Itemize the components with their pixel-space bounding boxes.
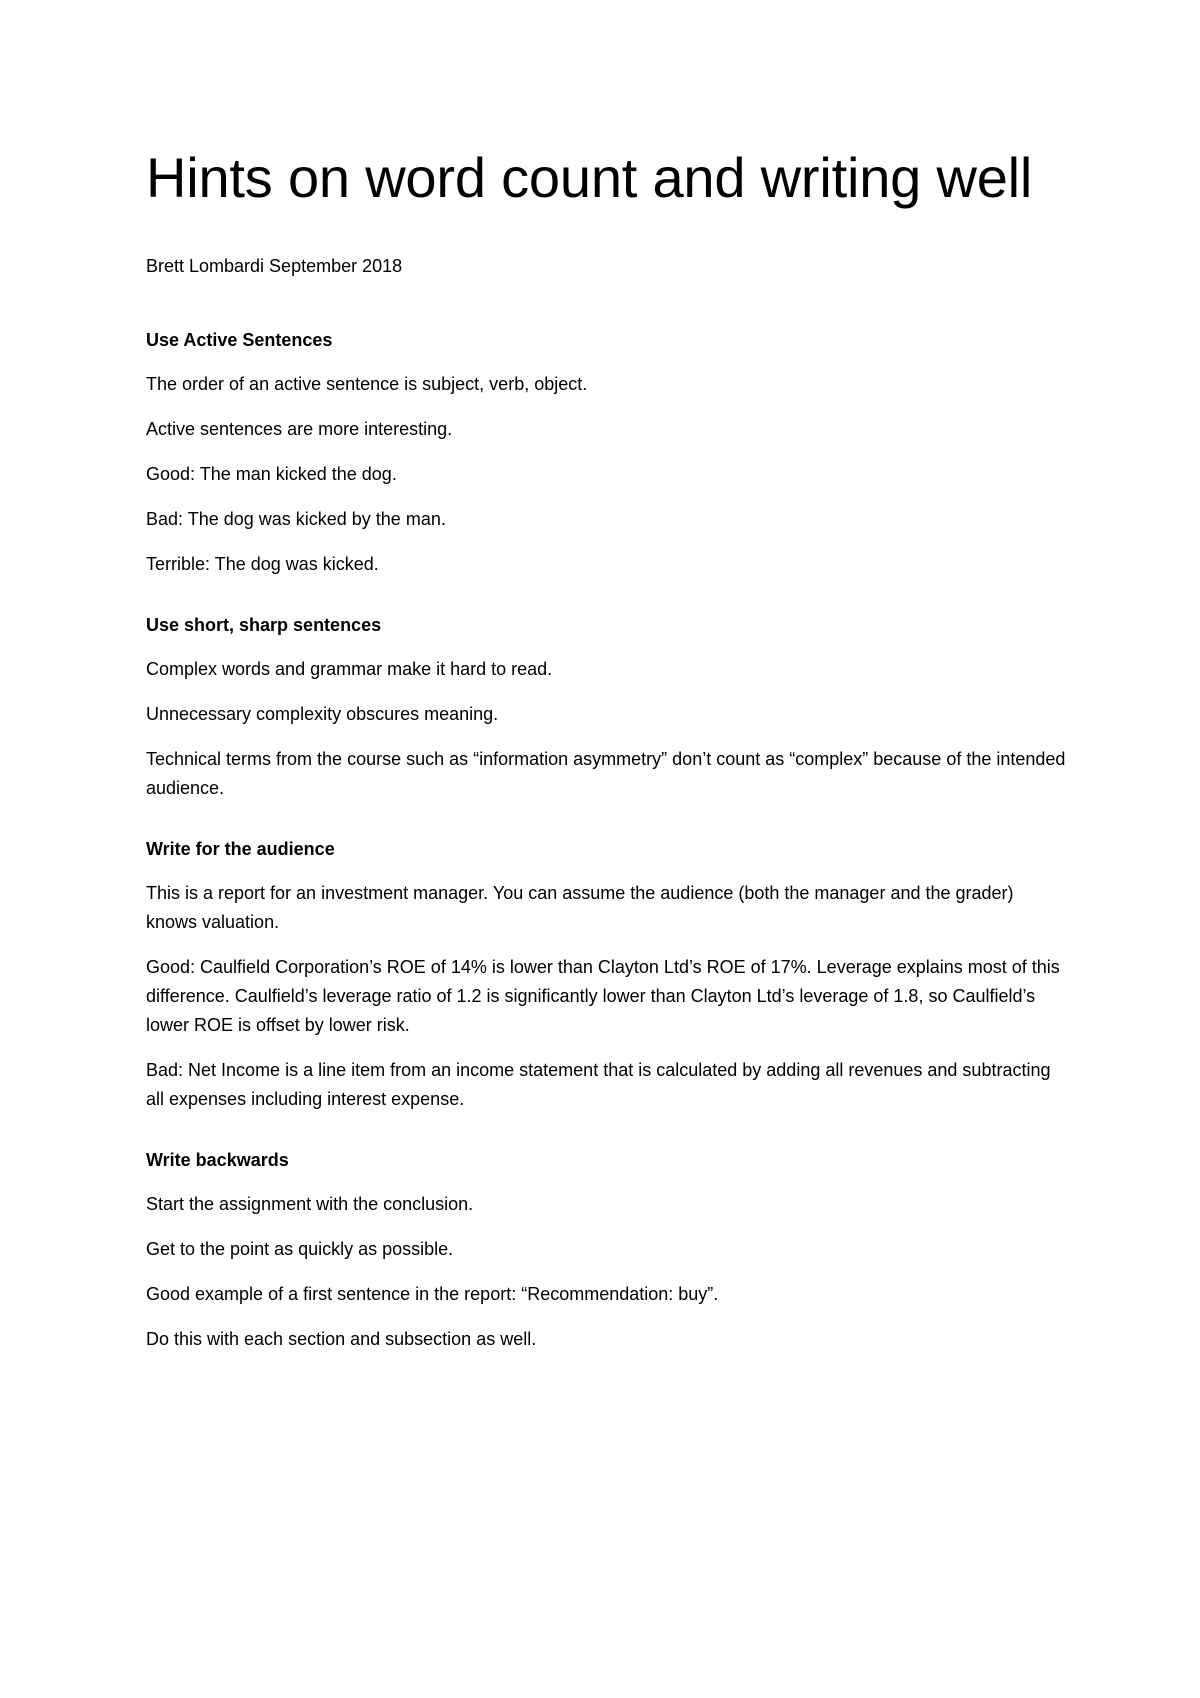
paragraph: Good: The man kicked the dog. (146, 464, 397, 484)
paragraph: Get to the point as quickly as possible. (146, 1239, 454, 1259)
paragraph: This is a report for an investment manager. You can assume the audience (both the manager and the grader) knows valuation. (146, 883, 1014, 932)
section-write-for-audience (146, 835, 1066, 1114)
paragraph: Unnecessary complexity obscures meaning. (146, 704, 499, 724)
paragraph: Good example of a first sentence in the report: “Recommendation: buy”. (146, 1284, 719, 1304)
section-short-sentences (146, 611, 1066, 803)
paragraph: Bad: The dog was kicked by the man. (146, 509, 446, 529)
document-page (146, 146, 1066, 1386)
paragraph: Terrible: The dog was kicked. (146, 554, 379, 574)
paragraph: Technical terms from the course such as “information asymmetry” don’t count as “complex” because of the intended audience. (146, 749, 1066, 798)
section-heading: Write for the audience (146, 839, 335, 859)
paragraph: Start the assignment with the conclusion. (146, 1194, 474, 1214)
section-active-sentences (146, 326, 1066, 579)
paragraph: Do this with each section and subsection as well. (146, 1329, 537, 1349)
paragraph: Active sentences are more interesting. (146, 419, 453, 439)
section-write-backwards (146, 1146, 1066, 1354)
paragraph: Bad: Net Income is a line item from an income statement that is calculated by adding all revenues and subtracting all expenses including interest expense. (146, 1060, 1051, 1109)
paragraph: Good: Caulfield Corporation’s ROE of 14% is lower than Clayton Ltd’s ROE of 17%. Leverage explains most of this difference. Caulfield’s leverage ratio of 1.2 is significantly lower than Clayton Ltd’s leverage of 1.8, so Caulfield’s lower ROE is offset by lower risk. (146, 957, 1060, 1035)
paragraph: The order of an active sentence is subject, verb, object. (146, 374, 588, 394)
section-heading: Write backwards (146, 1150, 289, 1170)
paragraph: Complex words and grammar make it hard to read. (146, 659, 553, 679)
author-date-line: Brett Lombardi September 2018 (146, 256, 403, 276)
section-heading: Use short, sharp sentences (146, 615, 382, 635)
document-title: Hints on word count and writing well (146, 146, 1033, 209)
section-heading: Use Active Sentences (146, 330, 333, 350)
